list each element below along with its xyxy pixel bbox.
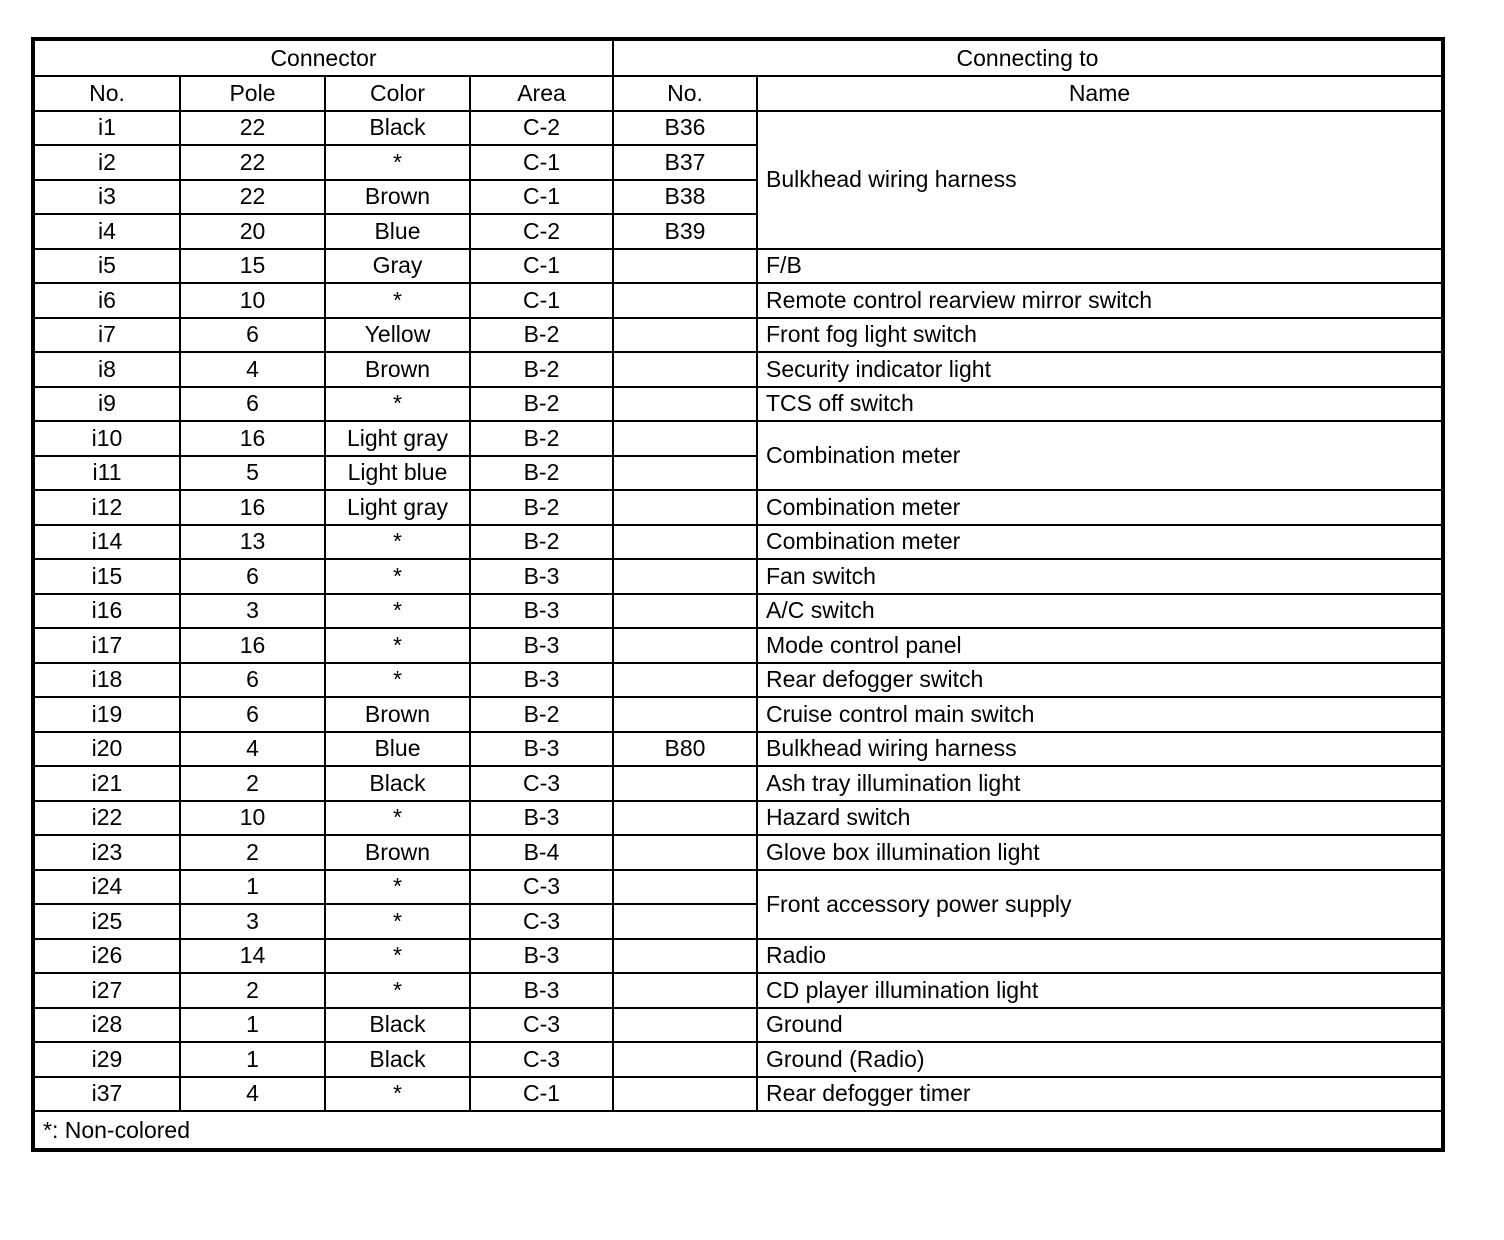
row-connecting-no bbox=[613, 249, 757, 284]
row-connecting-name: CD player illumination light bbox=[757, 973, 1443, 1008]
row-color: Light gray bbox=[325, 490, 470, 525]
row-pole: 1 bbox=[180, 1008, 325, 1043]
row-connecting-name: A/C switch bbox=[757, 594, 1443, 629]
row-area: C-3 bbox=[470, 1042, 613, 1077]
row-area: C-3 bbox=[470, 766, 613, 801]
row-area: B-2 bbox=[470, 456, 613, 491]
row-no: i4 bbox=[33, 214, 180, 249]
row-area: B-2 bbox=[470, 421, 613, 456]
table-row bbox=[33, 835, 1443, 870]
row-pole: 2 bbox=[180, 835, 325, 870]
row-color: Gray bbox=[325, 249, 470, 284]
row-pole: 2 bbox=[180, 973, 325, 1008]
connector-table bbox=[31, 37, 1445, 1152]
row-connecting-name: Rear defogger timer bbox=[757, 1077, 1443, 1112]
row-connecting-name: Bulkhead wiring harness bbox=[757, 111, 1443, 249]
table-row bbox=[33, 594, 1443, 629]
row-pole: 2 bbox=[180, 766, 325, 801]
row-no: i29 bbox=[33, 1042, 180, 1077]
row-area: B-2 bbox=[470, 490, 613, 525]
footnote: *: Non-colored bbox=[33, 1111, 1443, 1150]
row-color: Blue bbox=[325, 732, 470, 767]
row-connecting-name: Radio bbox=[757, 939, 1443, 974]
row-connecting-no bbox=[613, 283, 757, 318]
row-connecting-no bbox=[613, 1042, 757, 1077]
row-connecting-name: Combination meter bbox=[757, 421, 1443, 490]
table-row bbox=[33, 1077, 1443, 1112]
header-pole: Pole bbox=[180, 76, 325, 111]
row-pole: 4 bbox=[180, 352, 325, 387]
row-pole: 14 bbox=[180, 939, 325, 974]
row-no: i17 bbox=[33, 628, 180, 663]
header-name: Name bbox=[757, 76, 1443, 111]
row-pole: 3 bbox=[180, 904, 325, 939]
row-color: * bbox=[325, 525, 470, 560]
table-row bbox=[33, 421, 1443, 456]
row-pole: 16 bbox=[180, 628, 325, 663]
row-connecting-name: TCS off switch bbox=[757, 387, 1443, 422]
row-no: i11 bbox=[33, 456, 180, 491]
row-pole: 20 bbox=[180, 214, 325, 249]
row-connecting-name: F/B bbox=[757, 249, 1443, 284]
row-no: i26 bbox=[33, 939, 180, 974]
row-no: i10 bbox=[33, 421, 180, 456]
row-area: B-3 bbox=[470, 628, 613, 663]
row-no: i21 bbox=[33, 766, 180, 801]
row-connecting-name: Combination meter bbox=[757, 490, 1443, 525]
row-area: C-3 bbox=[470, 904, 613, 939]
row-color: Black bbox=[325, 111, 470, 146]
row-connecting-no bbox=[613, 801, 757, 836]
row-color: Yellow bbox=[325, 318, 470, 353]
table-row bbox=[33, 766, 1443, 801]
row-connecting-name: Fan switch bbox=[757, 559, 1443, 594]
row-no: i7 bbox=[33, 318, 180, 353]
row-no: i23 bbox=[33, 835, 180, 870]
table-row bbox=[33, 111, 1443, 146]
row-no: i22 bbox=[33, 801, 180, 836]
row-no: i8 bbox=[33, 352, 180, 387]
row-color: * bbox=[325, 904, 470, 939]
row-color: Light gray bbox=[325, 421, 470, 456]
row-connecting-no bbox=[613, 387, 757, 422]
row-area: C-1 bbox=[470, 145, 613, 180]
table-footer bbox=[33, 1111, 1443, 1150]
table-header bbox=[33, 39, 1443, 111]
row-pole: 1 bbox=[180, 870, 325, 905]
header-conn-no: No. bbox=[613, 76, 757, 111]
row-pole: 16 bbox=[180, 490, 325, 525]
row-connecting-no bbox=[613, 456, 757, 491]
row-color: Black bbox=[325, 1008, 470, 1043]
row-no: i14 bbox=[33, 525, 180, 560]
table-row bbox=[33, 732, 1443, 767]
row-area: B-3 bbox=[470, 801, 613, 836]
row-color: * bbox=[325, 939, 470, 974]
row-connecting-no bbox=[613, 490, 757, 525]
row-area: B-4 bbox=[470, 835, 613, 870]
header-color: Color bbox=[325, 76, 470, 111]
table-row bbox=[33, 559, 1443, 594]
row-color: Black bbox=[325, 1042, 470, 1077]
row-connecting-no bbox=[613, 973, 757, 1008]
row-area: B-3 bbox=[470, 594, 613, 629]
row-no: i9 bbox=[33, 387, 180, 422]
row-area: B-3 bbox=[470, 663, 613, 698]
table-row bbox=[33, 1008, 1443, 1043]
row-connecting-no bbox=[613, 594, 757, 629]
row-connecting-no bbox=[613, 835, 757, 870]
row-area: B-2 bbox=[470, 318, 613, 353]
row-connecting-name: Bulkhead wiring harness bbox=[757, 732, 1443, 767]
row-color: * bbox=[325, 387, 470, 422]
row-connecting-name: Cruise control main switch bbox=[757, 697, 1443, 732]
row-area: C-3 bbox=[470, 1008, 613, 1043]
row-connecting-no: B37 bbox=[613, 145, 757, 180]
row-connecting-name: Hazard switch bbox=[757, 801, 1443, 836]
row-color: Brown bbox=[325, 180, 470, 215]
row-area: B-3 bbox=[470, 939, 613, 974]
row-color: * bbox=[325, 559, 470, 594]
header-column-row bbox=[33, 76, 1443, 111]
row-connecting-no: B39 bbox=[613, 214, 757, 249]
connector-table-container bbox=[31, 37, 1445, 1152]
table-row bbox=[33, 490, 1443, 525]
row-connecting-name: Ash tray illumination light bbox=[757, 766, 1443, 801]
row-connecting-no bbox=[613, 1077, 757, 1112]
row-no: i5 bbox=[33, 249, 180, 284]
table-row bbox=[33, 801, 1443, 836]
row-no: i16 bbox=[33, 594, 180, 629]
row-color: * bbox=[325, 663, 470, 698]
row-no: i37 bbox=[33, 1077, 180, 1112]
table-row bbox=[33, 663, 1443, 698]
row-area: C-1 bbox=[470, 180, 613, 215]
header-no: No. bbox=[33, 76, 180, 111]
row-pole: 6 bbox=[180, 387, 325, 422]
row-pole: 22 bbox=[180, 180, 325, 215]
row-connecting-name: Rear defogger switch bbox=[757, 663, 1443, 698]
row-connecting-no bbox=[613, 559, 757, 594]
table-row bbox=[33, 318, 1443, 353]
row-no: i24 bbox=[33, 870, 180, 905]
row-connecting-no bbox=[613, 421, 757, 456]
table-row bbox=[33, 387, 1443, 422]
row-connecting-no bbox=[613, 870, 757, 905]
table-row bbox=[33, 870, 1443, 905]
row-pole: 10 bbox=[180, 801, 325, 836]
row-color: * bbox=[325, 973, 470, 1008]
row-no: i15 bbox=[33, 559, 180, 594]
table-row bbox=[33, 939, 1443, 974]
row-no: i18 bbox=[33, 663, 180, 698]
table-row bbox=[33, 628, 1443, 663]
row-pole: 15 bbox=[180, 249, 325, 284]
row-area: B-3 bbox=[470, 732, 613, 767]
row-connecting-no: B80 bbox=[613, 732, 757, 767]
row-no: i19 bbox=[33, 697, 180, 732]
table-row bbox=[33, 283, 1443, 318]
row-pole: 6 bbox=[180, 559, 325, 594]
header-connecting-to: Connecting to bbox=[613, 39, 1443, 76]
row-pole: 6 bbox=[180, 697, 325, 732]
table-row bbox=[33, 973, 1443, 1008]
row-pole: 4 bbox=[180, 732, 325, 767]
row-area: C-1 bbox=[470, 283, 613, 318]
row-color: Light blue bbox=[325, 456, 470, 491]
row-connecting-name: Mode control panel bbox=[757, 628, 1443, 663]
row-color: Black bbox=[325, 766, 470, 801]
row-pole: 13 bbox=[180, 525, 325, 560]
row-pole: 22 bbox=[180, 145, 325, 180]
table-row bbox=[33, 249, 1443, 284]
row-color: Brown bbox=[325, 835, 470, 870]
row-connecting-no bbox=[613, 697, 757, 732]
row-connecting-name: Front fog light switch bbox=[757, 318, 1443, 353]
header-connector: Connector bbox=[33, 39, 613, 76]
row-color: * bbox=[325, 870, 470, 905]
table-row bbox=[33, 697, 1443, 732]
row-area: C-1 bbox=[470, 1077, 613, 1112]
row-area: B-2 bbox=[470, 387, 613, 422]
row-color: * bbox=[325, 1077, 470, 1112]
row-no: i1 bbox=[33, 111, 180, 146]
table-body bbox=[33, 111, 1443, 1112]
row-connecting-no bbox=[613, 318, 757, 353]
row-area: B-2 bbox=[470, 352, 613, 387]
row-area: B-3 bbox=[470, 559, 613, 594]
row-connecting-no bbox=[613, 939, 757, 974]
row-pole: 3 bbox=[180, 594, 325, 629]
row-connecting-no bbox=[613, 1008, 757, 1043]
row-connecting-name: Ground (Radio) bbox=[757, 1042, 1443, 1077]
header-group-row bbox=[33, 39, 1443, 76]
row-connecting-no bbox=[613, 663, 757, 698]
row-area: C-2 bbox=[470, 214, 613, 249]
row-no: i28 bbox=[33, 1008, 180, 1043]
row-color: * bbox=[325, 283, 470, 318]
row-pole: 5 bbox=[180, 456, 325, 491]
table-row bbox=[33, 352, 1443, 387]
row-no: i20 bbox=[33, 732, 180, 767]
row-no: i25 bbox=[33, 904, 180, 939]
row-pole: 4 bbox=[180, 1077, 325, 1112]
row-no: i3 bbox=[33, 180, 180, 215]
row-connecting-no: B38 bbox=[613, 180, 757, 215]
table-row bbox=[33, 525, 1443, 560]
row-area: B-3 bbox=[470, 973, 613, 1008]
row-connecting-name: Combination meter bbox=[757, 525, 1443, 560]
row-area: B-2 bbox=[470, 697, 613, 732]
row-pole: 6 bbox=[180, 318, 325, 353]
row-color: * bbox=[325, 594, 470, 629]
row-no: i27 bbox=[33, 973, 180, 1008]
header-area: Area bbox=[470, 76, 613, 111]
row-pole: 10 bbox=[180, 283, 325, 318]
row-connecting-name: Ground bbox=[757, 1008, 1443, 1043]
footnote-row bbox=[33, 1111, 1443, 1150]
row-connecting-no: B36 bbox=[613, 111, 757, 146]
row-pole: 6 bbox=[180, 663, 325, 698]
row-connecting-name: Glove box illumination light bbox=[757, 835, 1443, 870]
row-pole: 1 bbox=[180, 1042, 325, 1077]
row-area: C-2 bbox=[470, 111, 613, 146]
row-color: Brown bbox=[325, 697, 470, 732]
row-color: Brown bbox=[325, 352, 470, 387]
row-no: i6 bbox=[33, 283, 180, 318]
table-row bbox=[33, 1042, 1443, 1077]
row-connecting-no bbox=[613, 766, 757, 801]
row-color: * bbox=[325, 145, 470, 180]
row-connecting-name: Remote control rearview mirror switch bbox=[757, 283, 1443, 318]
row-connecting-name: Front accessory power supply bbox=[757, 870, 1443, 939]
row-area: C-3 bbox=[470, 870, 613, 905]
row-connecting-no bbox=[613, 525, 757, 560]
row-color: Blue bbox=[325, 214, 470, 249]
row-color: * bbox=[325, 628, 470, 663]
row-area: B-2 bbox=[470, 525, 613, 560]
row-connecting-no bbox=[613, 904, 757, 939]
row-no: i2 bbox=[33, 145, 180, 180]
row-color: * bbox=[325, 801, 470, 836]
row-connecting-no bbox=[613, 352, 757, 387]
row-area: C-1 bbox=[470, 249, 613, 284]
row-pole: 22 bbox=[180, 111, 325, 146]
row-no: i12 bbox=[33, 490, 180, 525]
row-pole: 16 bbox=[180, 421, 325, 456]
row-connecting-no bbox=[613, 628, 757, 663]
row-connecting-name: Security indicator light bbox=[757, 352, 1443, 387]
